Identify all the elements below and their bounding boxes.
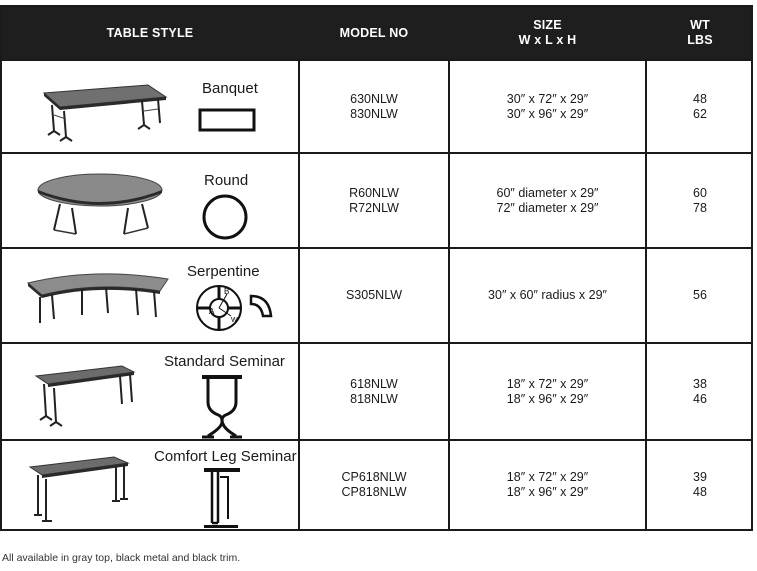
style-label-banquet: Banquet	[202, 80, 258, 97]
comfort-leg-seminar-table-photo	[24, 453, 134, 529]
comfort-leg-seminar-leg-icon	[198, 467, 246, 531]
size-value: 60″ diameter x 29″	[496, 185, 599, 200]
weight-value: 56	[693, 288, 707, 302]
banquet-rectangle-icon	[198, 108, 256, 132]
model-number: CP818NLW	[341, 485, 407, 499]
header-weight	[647, 7, 753, 59]
diagram-label-a: A	[209, 307, 215, 316]
weight-cell	[647, 344, 753, 439]
size-value: 18″ x 96″ x 29″	[506, 485, 589, 499]
weight-cell	[647, 441, 753, 529]
serpentine-table-photo	[24, 269, 174, 331]
style-label-round: Round	[204, 172, 249, 189]
serpentine-diagram-icon	[195, 282, 275, 334]
size-value: 30″ x 96″ x 29″	[506, 106, 589, 121]
header-size-line2: W x L x H	[518, 33, 577, 47]
weight-value: 60	[693, 185, 707, 200]
header-model-no: MODEL NO	[339, 25, 409, 40]
style-label-serpentine: Serpentine	[187, 263, 260, 280]
diagram-label-b: B	[224, 287, 230, 296]
weight-value: 62	[693, 106, 707, 121]
specs-table	[0, 5, 753, 531]
model-number: S305NLW	[345, 288, 403, 302]
model-cell	[300, 344, 448, 439]
model-number: 618NLW	[350, 376, 398, 391]
weight-value: 48	[693, 91, 707, 106]
table-row-round	[2, 152, 751, 247]
weight-cell	[647, 249, 753, 342]
weight-value: 39	[693, 470, 707, 484]
weight-cell	[647, 154, 753, 247]
model-number: CP618NLW	[341, 470, 407, 484]
column-divider	[298, 59, 300, 529]
model-cell	[300, 154, 448, 247]
style-label-standard-seminar: Standard Seminar	[164, 353, 285, 370]
model-number: R72NLW	[349, 200, 399, 215]
table-row-banquet	[2, 59, 751, 152]
standard-seminar-leg-icon	[198, 374, 246, 440]
column-divider	[645, 59, 647, 529]
size-value: 18″ x 96″ x 29″	[506, 391, 589, 406]
size-cell	[450, 61, 645, 152]
table-row-serpentine	[2, 247, 751, 342]
size-value: 30″ x 72″ x 29″	[506, 91, 589, 106]
model-number: 830NLW	[350, 106, 398, 121]
round-circle-icon	[200, 192, 250, 242]
model-cell	[300, 249, 448, 342]
footnote: All available in gray top, black metal and black trim.	[2, 552, 241, 564]
table-header	[2, 7, 751, 59]
column-divider	[448, 59, 450, 529]
model-number: 630NLW	[350, 91, 398, 106]
model-cell	[300, 61, 448, 152]
size-value: 72″ diameter x 29″	[496, 200, 599, 215]
table-row-standard-seminar	[2, 342, 751, 439]
weight-value: 78	[693, 200, 707, 215]
banquet-table-photo	[30, 75, 170, 145]
header-wt-line2: LBS	[687, 33, 713, 47]
size-cell	[450, 154, 645, 247]
size-cell	[450, 344, 645, 439]
weight-value: 38	[693, 376, 707, 391]
model-number: 818NLW	[350, 391, 398, 406]
weight-value: 46	[693, 391, 707, 406]
size-cell	[450, 441, 645, 529]
round-table-photo	[32, 168, 172, 240]
diagram-label-w: W	[231, 317, 238, 324]
table-row-comfort-leg-seminar	[2, 439, 751, 529]
weight-value: 48	[693, 485, 707, 499]
weight-cell	[647, 61, 753, 152]
standard-seminar-table-photo	[30, 360, 140, 432]
style-label-comfort-leg-seminar: Comfort Leg Seminar	[154, 448, 297, 465]
model-number: R60NLW	[349, 185, 399, 200]
size-value: 18″ x 72″ x 29″	[506, 470, 589, 484]
size-value: 30″ x 60″ radius x 29″	[488, 288, 607, 302]
header-size-line1: SIZE	[533, 18, 562, 32]
model-cell	[300, 441, 448, 529]
size-cell	[450, 249, 645, 342]
size-value: 18″ x 72″ x 29″	[506, 376, 589, 391]
header-size	[450, 7, 645, 59]
header-table-style: TABLE STYLE	[106, 25, 194, 40]
header-wt-line1: WT	[690, 18, 710, 32]
